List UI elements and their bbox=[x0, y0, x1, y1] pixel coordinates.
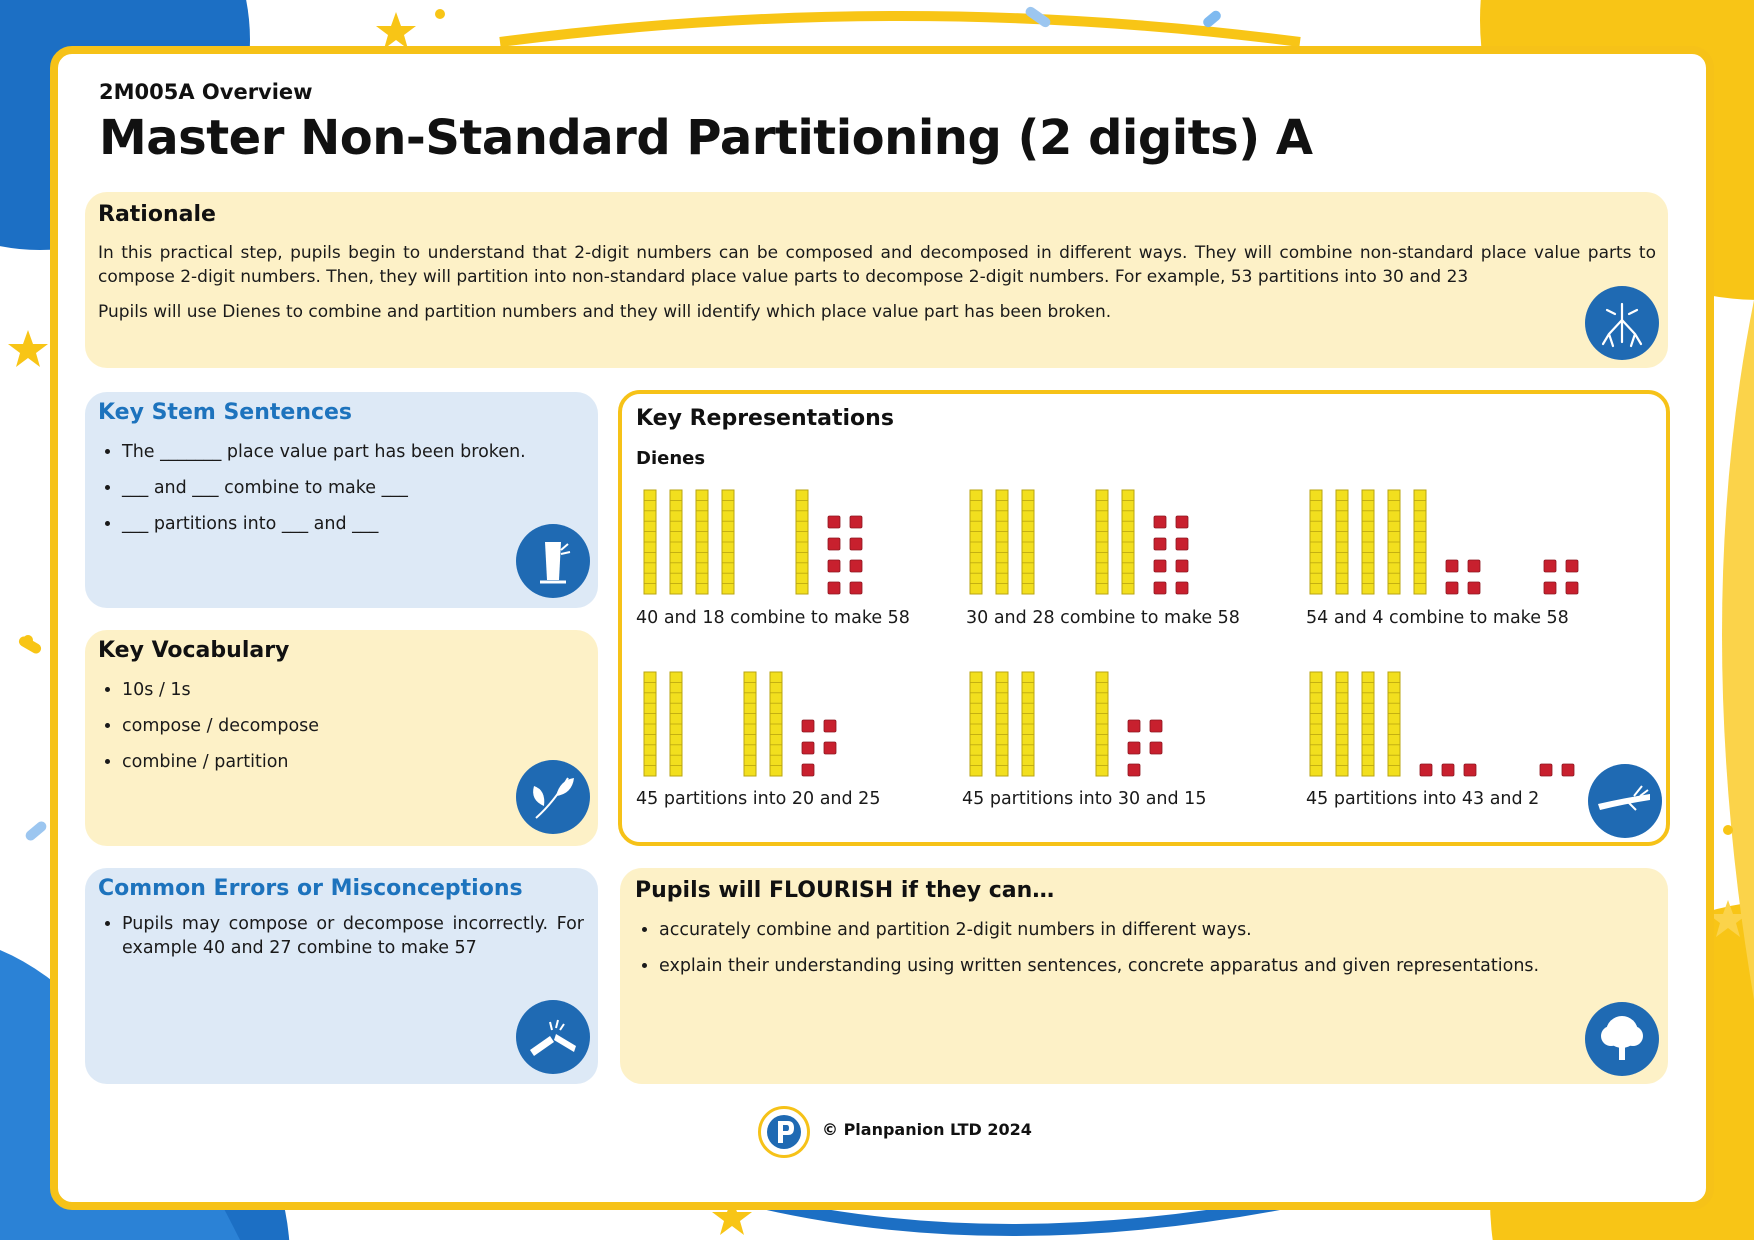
stem-sentences-panel bbox=[85, 392, 598, 608]
one-cube bbox=[802, 720, 814, 732]
one-cube bbox=[1128, 742, 1140, 754]
rationale-paragraph-2: Pupils will use Dienes to combine and partition numbers and they will identify which place value part has been broken. bbox=[98, 302, 1112, 322]
planpanion-logo bbox=[758, 1106, 810, 1158]
representations-heading: Key Representations bbox=[636, 406, 894, 431]
one-cube bbox=[1442, 764, 1454, 776]
one-cube bbox=[824, 742, 836, 754]
leaves-icon bbox=[516, 760, 590, 834]
list-item: • compose / decompose bbox=[122, 708, 592, 744]
one-cube bbox=[850, 582, 862, 594]
dienes-model bbox=[970, 490, 1270, 600]
representations-panel bbox=[618, 390, 1670, 846]
one-cube bbox=[802, 764, 814, 776]
roots-icon bbox=[1585, 286, 1659, 360]
list-item: • combine / partition bbox=[122, 744, 592, 780]
one-cube bbox=[1154, 582, 1166, 594]
flourish-list bbox=[636, 912, 1619, 984]
list-item: • Pupils may compose or decompose incorrectly. For example 40 and 27 combine to make 57 bbox=[122, 912, 584, 960]
rep-caption: 40 and 18 combine to make 58 bbox=[636, 608, 910, 628]
vocabulary-heading: Key Vocabulary bbox=[98, 638, 290, 663]
one-cube bbox=[828, 582, 840, 594]
one-cube bbox=[1176, 560, 1188, 572]
one-cube bbox=[1150, 742, 1162, 754]
flourish-panel bbox=[620, 868, 1668, 1084]
copyright-text: © Planpanion LTD 2024 bbox=[822, 1120, 1032, 1139]
list-item: • The _______ place value part has been broken. bbox=[122, 434, 592, 470]
one-cube bbox=[1540, 764, 1552, 776]
one-cube bbox=[1150, 720, 1162, 732]
full-tree-icon bbox=[1585, 1002, 1659, 1076]
one-cube bbox=[1468, 582, 1480, 594]
dienes-model bbox=[644, 490, 944, 600]
rep-caption: 30 and 28 combine to make 58 bbox=[966, 608, 1240, 628]
rep-caption: 45 partitions into 20 and 25 bbox=[636, 789, 881, 809]
page-subtitle: 2M005A Overview bbox=[99, 80, 313, 104]
list-item: • accurately combine and partition 2-digit numbers in different ways. bbox=[659, 912, 1619, 948]
dienes-model bbox=[970, 672, 1270, 782]
one-cube bbox=[824, 720, 836, 732]
broken-branch-icon bbox=[516, 1000, 590, 1074]
one-cube bbox=[1154, 538, 1166, 550]
one-cube bbox=[850, 516, 862, 528]
one-cube bbox=[802, 742, 814, 754]
list-item: • ___ and ___ combine to make ___ bbox=[122, 470, 592, 506]
page-title: Master Non-Standard Partitioning (2 digits) A bbox=[99, 110, 1313, 166]
one-cube bbox=[1468, 560, 1480, 572]
errors-list bbox=[99, 912, 584, 960]
dienes-model bbox=[644, 672, 944, 782]
branch-icon bbox=[1588, 764, 1662, 838]
one-cube bbox=[1420, 764, 1432, 776]
rationale-panel bbox=[85, 192, 1668, 368]
one-cube bbox=[1154, 516, 1166, 528]
one-cube bbox=[1128, 764, 1140, 776]
one-cube bbox=[1544, 582, 1556, 594]
vocabulary-panel bbox=[85, 630, 598, 846]
one-cube bbox=[1176, 582, 1188, 594]
one-cube bbox=[1154, 560, 1166, 572]
tree-trunk-icon bbox=[516, 524, 590, 598]
one-cube bbox=[1566, 582, 1578, 594]
one-cube bbox=[828, 538, 840, 550]
one-cube bbox=[1176, 516, 1188, 528]
one-cube bbox=[1176, 538, 1188, 550]
one-cube bbox=[1128, 720, 1140, 732]
representations-subheading: Dienes bbox=[636, 448, 706, 469]
one-cube bbox=[1562, 764, 1574, 776]
one-cube bbox=[828, 560, 840, 572]
one-cube bbox=[1566, 560, 1578, 572]
rep-caption: 45 partitions into 30 and 15 bbox=[962, 789, 1207, 809]
list-item: • explain their understanding using written sentences, concrete apparatus and given representations. bbox=[659, 948, 1619, 984]
one-cube bbox=[850, 538, 862, 550]
errors-panel bbox=[85, 868, 598, 1084]
dienes-model bbox=[1310, 490, 1640, 600]
flourish-heading: Pupils will FLOURISH if they can… bbox=[635, 878, 1055, 903]
one-cube bbox=[1446, 560, 1458, 572]
list-item: • 10s / 1s bbox=[122, 672, 592, 708]
rep-caption: 45 partitions into 43 and 2 bbox=[1306, 789, 1540, 809]
rationale-paragraph-1: In this practical step, pupils begin to understand that 2-digit numbers can be composed and decomposed in different ways. They will combine non-standard place value parts to compose 2-digit numbers. Then, they will partition into non-standard place value parts to decompose 2-digit numbers. For example, 53 partitions into 30 and 23 bbox=[98, 243, 1656, 287]
errors-heading: Common Errors or Misconceptions bbox=[98, 876, 523, 901]
stem-sentences-heading: Key Stem Sentences bbox=[98, 400, 353, 425]
one-cube bbox=[1464, 764, 1476, 776]
list-item: • ___ partitions into ___ and ___ bbox=[122, 506, 592, 542]
one-cube bbox=[1544, 560, 1556, 572]
rep-caption: 54 and 4 combine to make 58 bbox=[1306, 608, 1569, 628]
rationale-heading: Rationale bbox=[98, 202, 216, 227]
one-cube bbox=[1446, 582, 1458, 594]
one-cube bbox=[828, 516, 840, 528]
one-cube bbox=[850, 560, 862, 572]
